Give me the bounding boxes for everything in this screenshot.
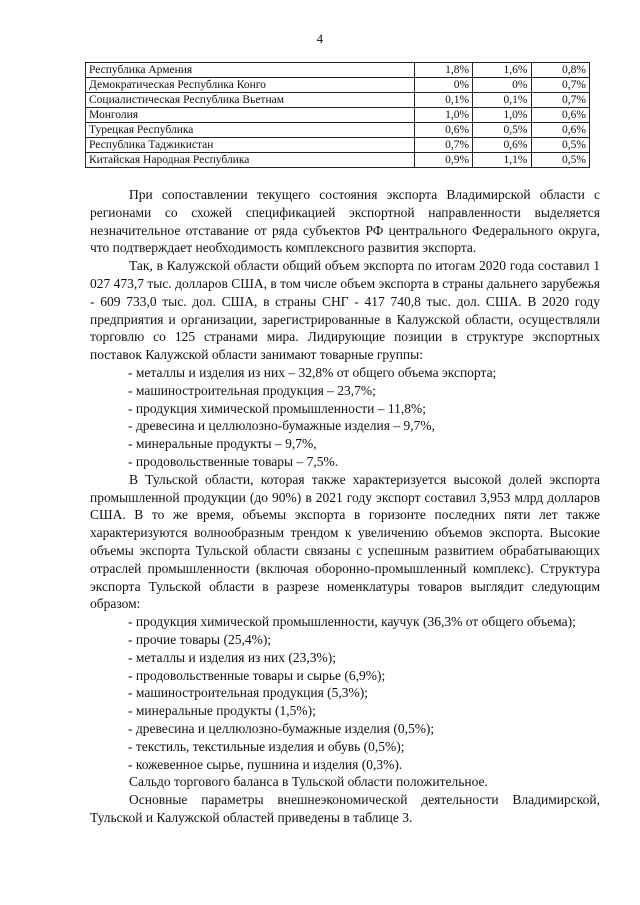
list-item-tula: - текстиль, текстильные изделия и обувь (0,5%); (128, 738, 405, 754)
export-share-table (85, 62, 590, 168)
country-cell: Турецкая Республика (86, 123, 415, 138)
value-cell: 0,5% (473, 123, 531, 138)
list-item-kaluga: - древесина и целлюлозно-бумажные изделия – 9,7%, (128, 418, 435, 434)
body-text (90, 186, 600, 827)
value-cell: 0,1% (414, 93, 472, 108)
list-item-tula: - машиностроительная продукция (5,3%); (128, 685, 369, 701)
list-item-tula: - металлы и изделия из них (23,3%); (128, 649, 336, 665)
list-item-tula: - минеральные продукты (1,5%); (128, 703, 316, 719)
value-cell: 1,0% (473, 108, 531, 123)
table-row (86, 93, 590, 108)
value-cell: 1,0% (414, 108, 472, 123)
table-row (86, 123, 590, 138)
list-item-tula: - продовольственные товары и сырье (6,9%); (128, 667, 386, 683)
list-item-tula: - продукция химической промышленности, каучук (36,3% от общего объема); (128, 614, 576, 630)
value-cell: 0,7% (531, 93, 589, 108)
value-cell: 0,5% (531, 138, 589, 153)
country-cell: Демократическая Республика Конго (86, 78, 415, 93)
value-cell: 0,8% (531, 63, 589, 78)
country-cell: Республика Таджикистан (86, 138, 415, 153)
value-cell: 1,8% (414, 63, 472, 78)
table-row (86, 78, 590, 93)
value-cell: 0,6% (473, 138, 531, 153)
country-cell: Монголия (86, 108, 415, 123)
value-cell: 0,5% (531, 153, 589, 168)
paragraph-tula-export: В Тульской области, которая также характеризуется высокой долей экспорта промышленной продукции (до 90%) в 2021 году экспорт составил 3,953 млрд долларов США. В то же время, объемы экспорта в горизонте последних пяти лет также характеризуются волнообразным трендом к увеличению объемов экспорта. Высокие объемы экспорта Тульской области связаны с успешным развитием обрабатывающих отраслей промышленности (включая оборонно-промышленный комплекс). Структура экспорта Тульской области в разрезе номенклатуры товаров выглядит следующим образом: (90, 471, 600, 612)
list-item-kaluga: - продукция химической промышленности – 11,8%; (128, 400, 426, 416)
list-item-tula: - древесина и целлюлозно-бумажные изделия (0,5%); (128, 720, 435, 736)
value-cell: 0,9% (414, 153, 472, 168)
value-cell: 0% (473, 78, 531, 93)
list-item-tula: - прочие товары (25,4%); (128, 631, 272, 647)
table-row (86, 138, 590, 153)
list-item-kaluga: - минеральные продукты – 9,7%, (128, 436, 317, 452)
country-cell: Социалистическая Республика Вьетнам (86, 93, 415, 108)
list-item-kaluga: - продовольственные товары – 7,5%. (128, 453, 339, 469)
paragraph-kaluga-export: Так, в Калужской области общий объем экспорта по итогам 2020 года составил 1 027 473,7 тыс. долларов США, в том числе объем экспорта в страны дальнего зарубежья - 609 733,0 тыс. дол. США, в страны СНГ - 417 740,8 тыс. дол. США. В 2020 году предприятия и организации, зарегистрированные в Калужской области, осуществляли торговлю со 125 странами мира. Лидирующие позиции в структуре экспортных поставок Калужской области занимают товарные группы: (90, 258, 600, 363)
list-item-tula: - кожевенное сырье, пушнина и изделия (0,3%). (128, 756, 403, 772)
table-row (86, 153, 590, 168)
country-cell: Китайская Народная Республика (86, 153, 415, 168)
table-row (86, 63, 590, 78)
table-row (86, 108, 590, 123)
country-cell: Республика Армения (86, 63, 415, 78)
value-cell: 1,1% (473, 153, 531, 168)
value-cell: 0,7% (414, 138, 472, 153)
value-cell: 1,6% (473, 63, 531, 78)
list-item-kaluga: - машиностроительная продукция – 23,7%; (128, 382, 376, 398)
page-number: 4 (316, 31, 324, 46)
paragraph-tula-balance: Сальдо торгового баланса в Тульской области положительное. (129, 774, 488, 790)
list-item-kaluga: - металлы и изделия из них – 32,8% от общего объема экспорта; (128, 364, 497, 380)
value-cell: 0,6% (414, 123, 472, 138)
paragraph-table-reference: Основные параметры внешнеэкономической деятельности Владимирской, Тульской и Калужской областей приведены в таблице 3. (90, 792, 600, 825)
value-cell: 0% (414, 78, 472, 93)
value-cell: 0,6% (531, 108, 589, 123)
value-cell: 0,7% (531, 78, 589, 93)
value-cell: 0,6% (531, 123, 589, 138)
paragraph-vladimir-comparison: При сопоставлении текущего состояния экспорта Владимирской области с регионами со схожей спецификацией экспортной направленности выделяется незначительное отставание от ряда субъектов РФ центрального Федерального округа, что подтверждает необходимость комплексного развития экспорта. (90, 187, 600, 256)
value-cell: 0,1% (473, 93, 531, 108)
